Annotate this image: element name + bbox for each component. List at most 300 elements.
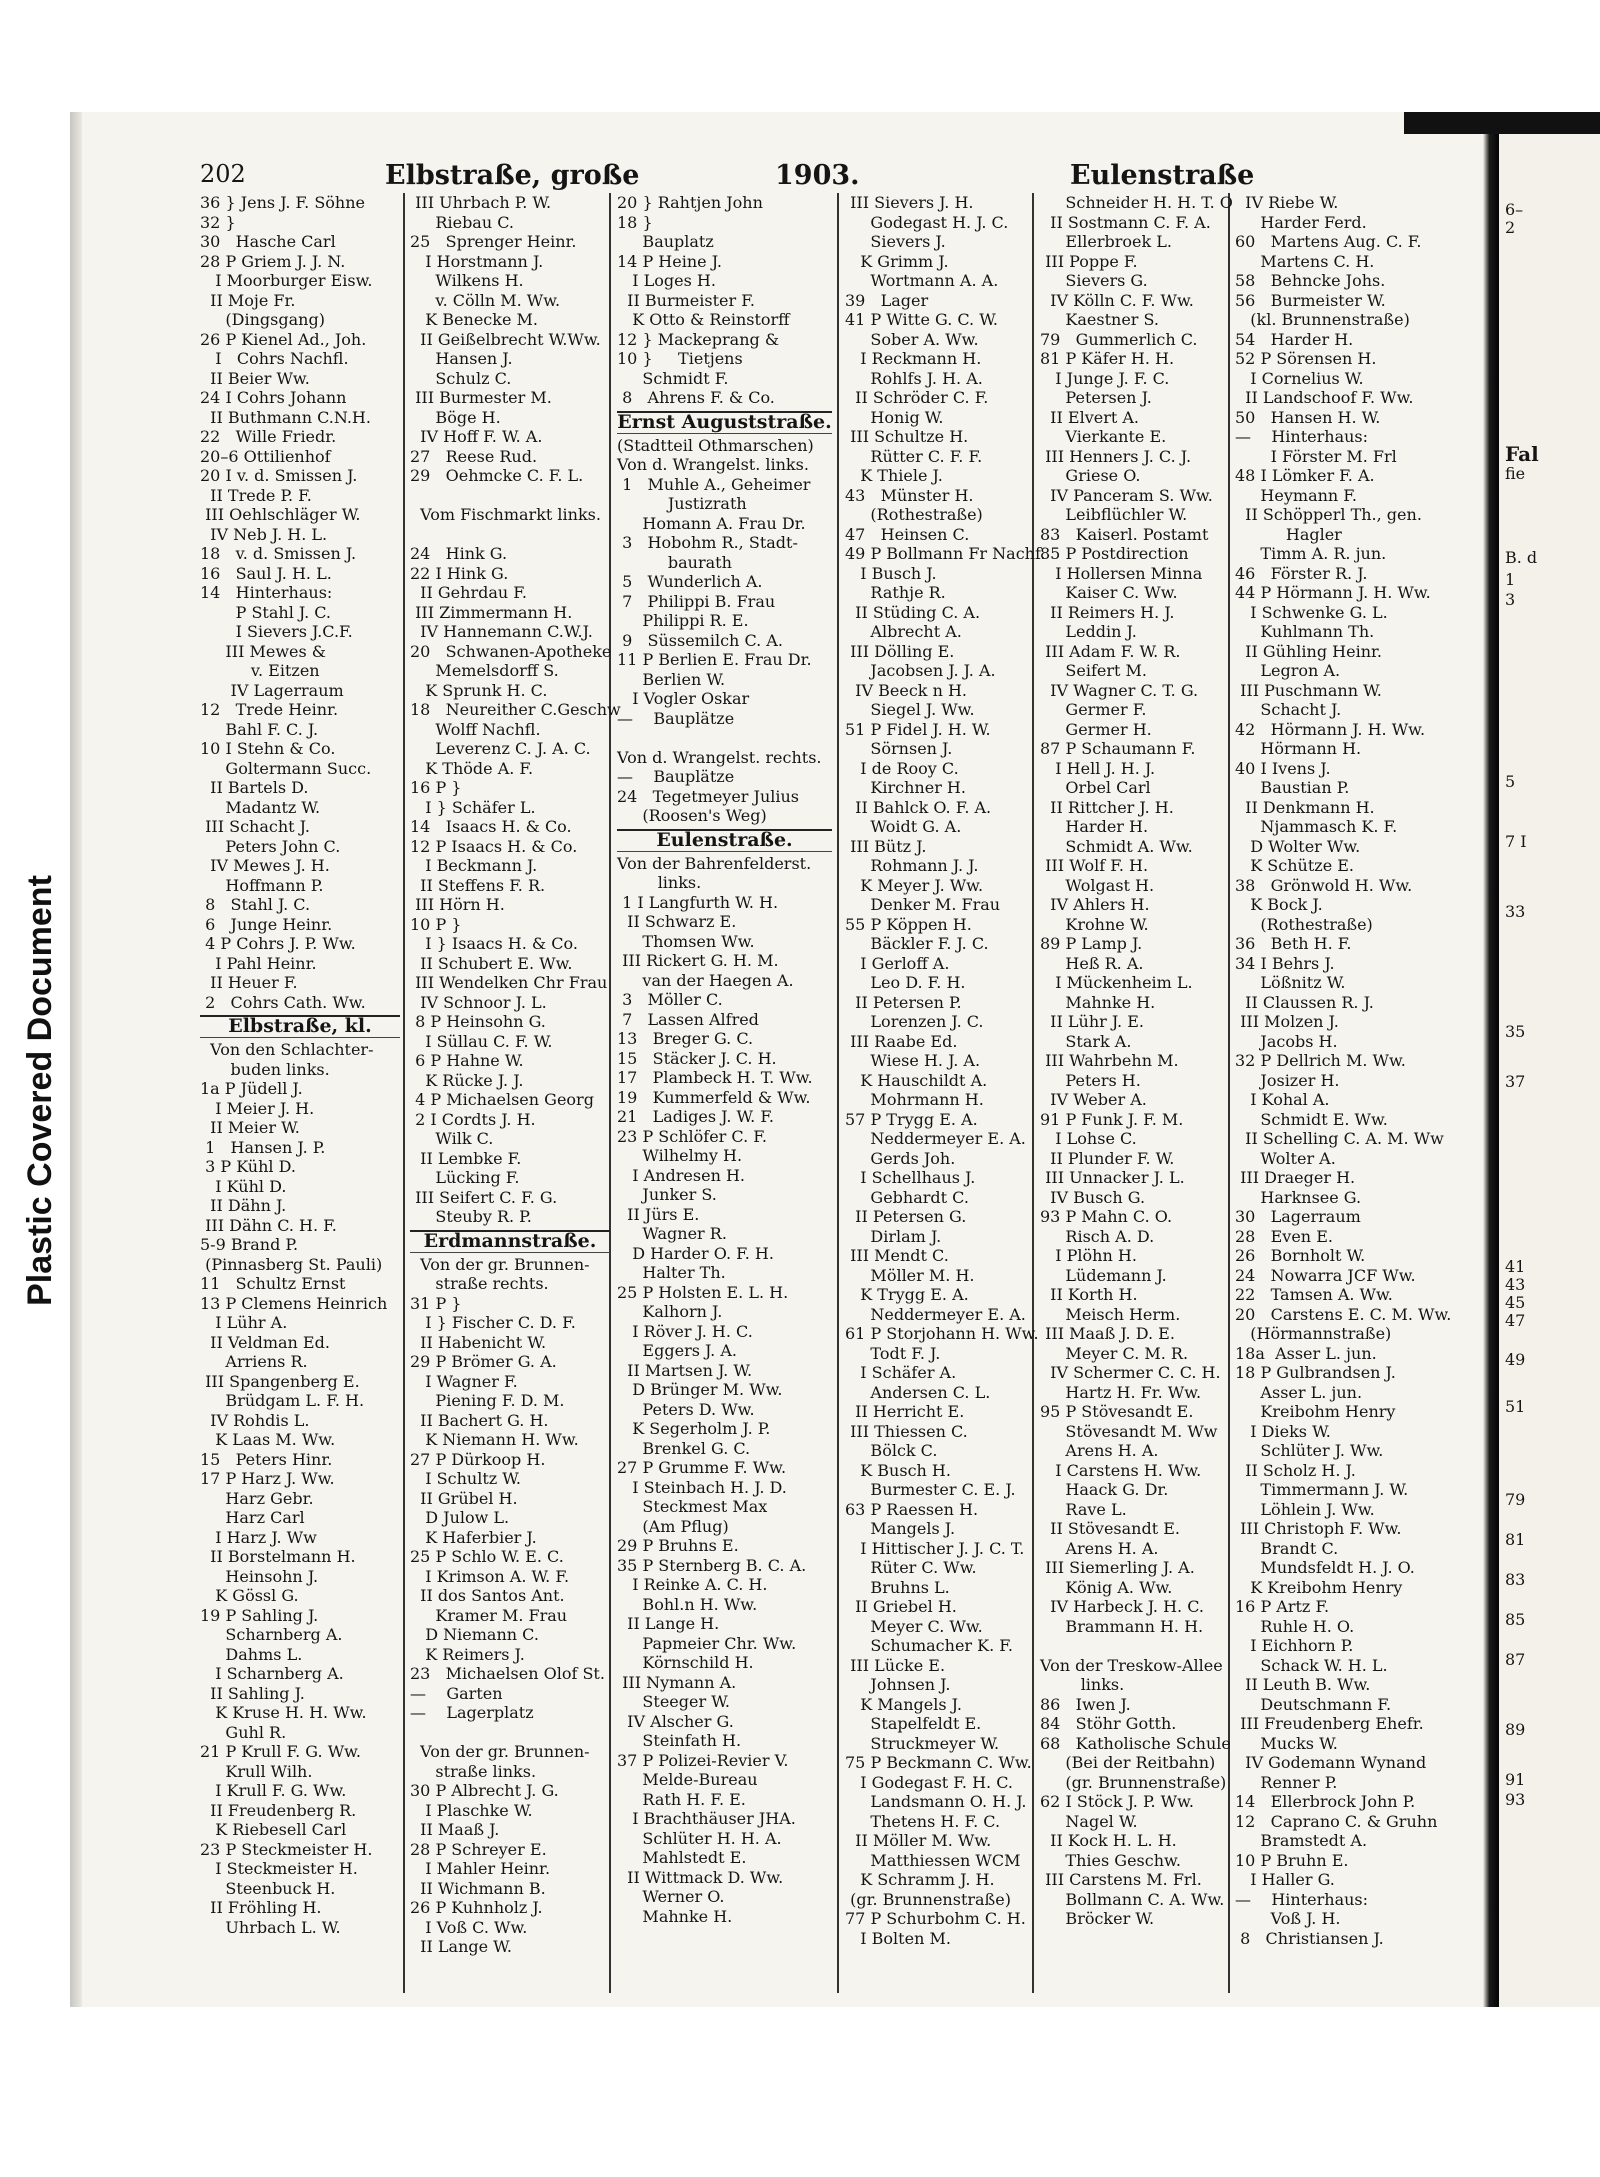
directory-entry: II Sostmann C. F. A. (1040, 212, 1211, 232)
directory-entry: II Lühr J. E. (1040, 1012, 1144, 1031)
directory-entry: I Reinke A. C. H. (617, 1575, 768, 1594)
directory-entry: Timmermann J. W. (1235, 1480, 1409, 1499)
directory-entry: — Hinterhaus: (1235, 427, 1369, 446)
directory-entry: III Unnacker J. L. (1040, 1168, 1185, 1187)
directory-entry: Wolgast H. (1040, 875, 1155, 895)
directory-entry: Ruhle H. O. (1235, 1616, 1355, 1636)
directory-entry: 38 Grönwold H. Ww. (1235, 875, 1413, 895)
directory-entry: II Kock H. L. H. (1040, 1831, 1177, 1850)
next-page-fragment: 6– (1505, 200, 1524, 219)
directory-entry: Thies Geschw. (1040, 1850, 1181, 1870)
directory-entry: Harz Carl (200, 1508, 305, 1527)
directory-entry: Piening F. D. M. (410, 1391, 565, 1410)
directory-entry: II Leuth B. Ww. (1235, 1675, 1371, 1694)
directory-entry: I Mückenheim L. (1040, 973, 1193, 992)
directory-entry: III Henners J. C. J. (1040, 446, 1192, 466)
directory-entry: II Martsen J. W. (617, 1360, 753, 1380)
directory-entry: 18a Asser L. jun. (1235, 1343, 1377, 1363)
directory-entry: Matthiessen WCM (845, 1850, 1021, 1870)
directory-entry: 13 Breger G. C. (617, 1029, 754, 1048)
directory-entry: Melde-Bureau (617, 1770, 758, 1789)
directory-entry: III Spangenberg E. (200, 1371, 360, 1391)
directory-entry: 27 P Grumme F. Ww. (617, 1458, 787, 1477)
directory-entry: Wilhelmy H. (617, 1146, 743, 1165)
directory-entry: 62 I Stöck J. P. Ww. (1040, 1792, 1194, 1811)
directory-entry: 20–6 Ottilienhof (200, 446, 331, 466)
directory-entry: (Bei der Reitbahn) (1040, 1753, 1216, 1772)
directory-entry: 15 Peters Hinr. (200, 1449, 333, 1469)
directory-entry: Leddin J. (1040, 622, 1137, 641)
directory-entry: (Pinnasberg St. Pauli) (200, 1254, 383, 1274)
directory-entry: IV Schnoor J. L. (410, 992, 547, 1012)
directory-entry: Germer F. (1040, 700, 1147, 719)
directory-entry: Schacht J. (1235, 700, 1342, 719)
directory-entry: Löhlein J. Ww. (1235, 1499, 1375, 1519)
directory-entry: Struckmeyer W. (845, 1733, 1000, 1753)
directory-entry: III Puschmann W. (1235, 680, 1382, 700)
directory-entry: I Röver J. H. C. (617, 1321, 753, 1341)
directory-entry: 22 Tamsen A. Ww. (1235, 1285, 1393, 1304)
directory-entry: III Bütz J. (845, 836, 927, 856)
directory-entry: Peters D. Ww. (617, 1399, 755, 1419)
directory-entry: I Süllau C. F. W. (410, 1031, 553, 1051)
directory-entry: 8 P Heinsohn G. (410, 1012, 546, 1031)
directory-entry: Sörnsen J. (845, 739, 953, 758)
directory-entry: II Grübel H. (410, 1488, 518, 1508)
directory-entry: 91 P Funk J. F. M. (1040, 1109, 1184, 1129)
directory-entry: III Schultze H. (845, 427, 969, 446)
directory-entry: Werner O. (617, 1887, 725, 1906)
directory-entry: II Lembke F. (410, 1148, 522, 1168)
directory-entry: 36 Beth H. F. (1235, 934, 1352, 953)
directory-entry: Lüdemann J. (1040, 1265, 1167, 1285)
directory-entry: Vom Fischmarkt links. (410, 505, 601, 524)
directory-entry: Schulz C. (410, 368, 512, 388)
directory-entry: K Bock J. (1235, 895, 1323, 914)
directory-entry: Bruhns L. (845, 1577, 950, 1597)
directory-entry: 43 Münster H. (845, 485, 974, 505)
directory-entry: Schlüter J. Ww. (1235, 1441, 1384, 1460)
directory-entry: Riebau C. (410, 212, 514, 232)
directory-entry: Harknsee G. (1235, 1187, 1362, 1207)
directory-entry: 3 Möller C. (617, 990, 723, 1009)
directory-entry: Martens C. H. (1235, 251, 1375, 271)
directory-entry: Peters John C. (200, 836, 341, 856)
directory-entry: I Plöhn H. (1040, 1246, 1137, 1265)
directory-entry: I Harz J. Ww (200, 1527, 317, 1547)
directory-entry: III Thiessen C. (845, 1421, 968, 1441)
directory-entry: Goltermann Succ. (200, 758, 372, 778)
directory-entry: Kreibohm Henry (1235, 1402, 1396, 1421)
directory-entry: Hoffmann P. (200, 875, 324, 895)
directory-entry: III Poppe F. (1040, 251, 1138, 271)
directory-entry: (Hörmannstraße) (1235, 1324, 1392, 1343)
next-page-fragment: 83 (1505, 1570, 1526, 1589)
next-page-fragment: 35 (1505, 1022, 1526, 1041)
directory-column (200, 193, 400, 1937)
directory-entry: 25 Sprenger Heinr. (410, 232, 577, 251)
directory-entry: Siegel J. Ww. (845, 700, 975, 719)
directory-entry: III Draeger H. (1235, 1168, 1356, 1187)
directory-entry: (kl. Brunnenstraße) (1235, 310, 1410, 329)
next-page-fragment: 43 (1505, 1275, 1526, 1294)
directory-entry: 34 I Behrs J. (1235, 953, 1335, 973)
directory-entry: straße rechts. (410, 1274, 549, 1293)
directory-entry: v. Cölln M. Ww. (410, 290, 561, 310)
next-page-fragment: 3 (1505, 590, 1516, 609)
directory-entry: D Harder O. F. H. (617, 1243, 774, 1263)
directory-entry: I Vogler Oskar (617, 689, 750, 708)
directory-entry: 46 Förster R. J. (1235, 563, 1368, 583)
directory-entry: 47 Heinsen C. (845, 524, 970, 544)
directory-entry: III Zimmermann H. (410, 602, 573, 622)
directory-entry: 28 P Griem J. J. N. (200, 251, 346, 271)
directory-entry: Madantz W. (200, 797, 321, 817)
directory-entry: Bahl F. C. J. (200, 719, 319, 739)
directory-entry: (Rothestraße) (1235, 914, 1373, 934)
directory-entry: Brüdgam L. F. H. (200, 1391, 365, 1410)
directory-entry: III Wolf F. H. (1040, 856, 1149, 875)
directory-entry: 89 P Lamp J. (1040, 934, 1143, 953)
directory-column (410, 193, 621, 1957)
directory-entry: Böge H. (410, 407, 501, 427)
directory-entry: Brammann H. H. (1040, 1616, 1204, 1636)
directory-entry: 39 Lager (845, 290, 929, 310)
directory-entry: 20 Schwanen-Apotheke (410, 641, 612, 661)
directory-entry: II Rittcher J. H. (1040, 797, 1174, 817)
directory-entry: 18 Neureither C.Geschw (410, 700, 621, 719)
directory-entry: I Steinbach H. J. D. (617, 1477, 787, 1497)
directory-entry: IV Kölln C. F. Ww. (1040, 290, 1194, 310)
directory-entry (410, 1723, 610, 1743)
directory-entry: Kaestner S. (1040, 310, 1160, 329)
directory-entry: Kirchner H. (845, 778, 966, 797)
directory-entry: v. Eitzen (200, 661, 320, 680)
directory-entry: Philippi R. E. (617, 611, 749, 630)
directory-entry: 20 Carstens E. C. M. Ww. (1235, 1304, 1452, 1324)
directory-entry: Brandt C. (1235, 1538, 1339, 1558)
directory-entry: 19 Kummerfeld & Ww. (617, 1087, 811, 1107)
directory-entry: straße links. (410, 1761, 537, 1781)
directory-entry: 8 Ahrens F. & Co. (617, 388, 775, 407)
directory-entry: 58 Behncke Johs. (1235, 271, 1386, 290)
directory-entry: Lorenzen J. C. (845, 1012, 984, 1031)
directory-entry: Baustian P. (1235, 778, 1350, 797)
directory-entry: Gerds Joh. (845, 1148, 956, 1168)
directory-entry: IV Neb J. H. L. (200, 524, 328, 544)
directory-entry: I Dieks W. (1235, 1421, 1331, 1441)
directory-entry: Wolff Nachfl. (410, 719, 541, 739)
directory-entry: IV Alscher G. (617, 1711, 734, 1731)
directory-entry: Meyer C. Ww. (845, 1616, 983, 1636)
directory-entry: Thomsen Ww. (617, 931, 755, 951)
directory-entry: II Landschoof F. Ww. (1235, 388, 1414, 407)
directory-entry: 56 Burmeister W. (1235, 290, 1386, 310)
directory-entry: IV Hannemann C.W.J. (410, 622, 593, 641)
directory-entry: II Meier W. (200, 1118, 300, 1137)
directory-entry: II Herricht E. (845, 1402, 965, 1421)
directory-entry: Wolter A. (1235, 1148, 1336, 1168)
directory-entry: 12 Caprano C. & Gruhn (1235, 1811, 1438, 1831)
next-page-fragment: 41 (1505, 1257, 1526, 1276)
directory-entry: II Petersen G. (845, 1207, 967, 1226)
directory-entry: 23 P Schlöfer C. F. (617, 1126, 767, 1146)
directory-entry: 77 P Schurbohm C. H. (845, 1909, 1026, 1928)
directory-entry: I } Isaacs H. & Co. (410, 934, 578, 953)
directory-entry: Steenbuck H. (200, 1878, 336, 1898)
directory-entry: II Stüding C. A. (845, 602, 981, 622)
directory-entry: II Fröhling H. (200, 1898, 322, 1917)
directory-entry: K Schramm J. H. (845, 1870, 995, 1889)
directory-entry: K Gössl G. (200, 1586, 299, 1605)
directory-entry: Meyer C. M. R. (1040, 1343, 1189, 1363)
directory-entry: II Schubert E. Ww. (410, 953, 573, 973)
directory-entry (410, 486, 610, 506)
directory-entry: 11 P Berlien E. Frau Dr. (617, 650, 812, 669)
directory-entry: 81 P Käfer H. H. (1040, 349, 1175, 368)
next-page-fragment: 85 (1505, 1610, 1526, 1629)
directory-entry: Stark A. (1040, 1031, 1132, 1051)
directory-entry: III Burmester M. (410, 388, 552, 407)
directory-entry: Homann A. Frau Dr. (617, 513, 806, 533)
directory-entry: 1a P Jüdell J. (200, 1079, 303, 1098)
directory-entry: 31 P } (410, 1293, 462, 1313)
directory-entry: I Cohrs Nachfl. (200, 349, 349, 368)
directory-entry: I Pahl Heinr. (200, 953, 317, 973)
directory-entry: Johnsen J. (845, 1675, 951, 1694)
directory-entry: I Reckmann H. (845, 349, 982, 368)
directory-entry: K Laas M. Ww. (200, 1430, 336, 1449)
next-page-fragment: 51 (1505, 1397, 1526, 1416)
directory-entry: Vierkante E. (1040, 427, 1167, 446)
directory-entry: (gr. Brunnenstraße) (1040, 1772, 1227, 1792)
directory-entry: Germer H. (1040, 719, 1152, 739)
directory-entry: II Wichmann B. (410, 1878, 546, 1898)
directory-entry: Wiese H. J. A. (845, 1051, 981, 1070)
directory-entry: buden links. (200, 1059, 330, 1079)
directory-entry: Harz Gebr. (200, 1488, 314, 1508)
directory-entry: Schmidt A. Ww. (1040, 836, 1193, 856)
directory-entry: Scharnberg A. (200, 1625, 343, 1644)
directory-entry: I Haller G. (1235, 1870, 1335, 1889)
directory-entry: Rathje R. (845, 583, 946, 602)
directory-entry: Harder Ferd. (1235, 212, 1367, 232)
directory-entry: Deutschmann F. (1235, 1694, 1392, 1714)
directory-entry: Bölck C. (845, 1441, 938, 1460)
directory-entry: Asser L. jun. (1235, 1382, 1363, 1402)
directory-entry: 41 P Witte G. C. W. (845, 310, 998, 329)
directory-entry: 6 Junge Heinr. (200, 914, 333, 934)
next-page-fragment: fie (1505, 464, 1526, 483)
directory-entry: Von d. Wrangelst. rechts. (617, 747, 822, 767)
directory-entry: 16 Saul J. H. L. (200, 563, 332, 583)
next-page-fragment: 1 (1505, 570, 1516, 589)
directory-entry: K Segerholm J. P. (617, 1419, 771, 1438)
directory-entry: D Brünger M. Ww. (617, 1380, 783, 1399)
street-section-heading: Ernst Auguststraße. (617, 410, 832, 433)
directory-entry: Woidt G. A. (845, 817, 962, 836)
directory-entry: Leo D. F. H. (845, 973, 966, 992)
directory-entry: 54 Harder H. (1235, 329, 1354, 349)
directory-entry: Harder H. (1040, 817, 1149, 836)
directory-entry: II Bartels D. (200, 778, 309, 797)
directory-entry: 30 Lagerraum (1235, 1207, 1361, 1226)
directory-entry: Wagner R. (617, 1224, 727, 1243)
directory-entry: 5 Wunderlich A. (617, 572, 763, 591)
directory-entry: 13 P Clemens Heinrich (200, 1293, 388, 1313)
directory-entry: 75 P Beckmann C. Ww. (845, 1753, 1032, 1772)
directory-entry: Petersen J. (1040, 388, 1152, 407)
directory-entry: 12 P Isaacs H. & Co. (410, 836, 578, 856)
directory-entry: Von der Treskow-Allee (1040, 1655, 1223, 1675)
directory-entry: II Veldman Ed. (200, 1332, 330, 1352)
directory-entry: I Godegast F. H. C. (845, 1772, 1013, 1792)
directory-entry: 30 Hasche Carl (200, 232, 336, 251)
directory-entry: I Sievers J.C.F. (200, 622, 353, 641)
directory-entry: 85 P Postdirection (1040, 544, 1189, 563)
directory-entry: IV Riebe W. (1235, 193, 1339, 212)
directory-entry: 32 } (200, 212, 236, 232)
directory-entry: III Wahrbehn M. (1040, 1051, 1179, 1070)
directory-entry: Stapelfeldt E. (845, 1714, 982, 1733)
directory-entry: Rüter C. Ww. (845, 1558, 977, 1577)
directory-entry: II Gühling Heinr. (1235, 641, 1382, 661)
directory-entry: Griese O. (1040, 466, 1141, 485)
directory-entry: Heinsohn J. (200, 1566, 319, 1586)
directory-entry: II Schwarz E. (617, 912, 737, 931)
directory-entry: Von der gr. Brunnen- (410, 1742, 590, 1761)
directory-entry: K Kruse H. H. Ww. (200, 1703, 367, 1722)
directory-entry: Leverenz C. J. A. C. (410, 739, 591, 758)
directory-entry: II Geißelbrecht W.Ww. (410, 329, 601, 349)
directory-entry: Meisch Herm. (1040, 1304, 1181, 1324)
directory-entry: Renner P. (1235, 1772, 1338, 1792)
directory-entry (617, 728, 832, 748)
directory-entry: III Christoph F. Ww. (1235, 1519, 1402, 1538)
directory-entry: III Nymann A. (617, 1672, 737, 1692)
directory-entry: Rath H. F. E. (617, 1789, 746, 1809)
directory-entry: II Lange H. (617, 1614, 720, 1633)
directory-entry: 36 } Jens J. F. Söhne (200, 193, 365, 212)
directory-entry: 30 P Albrecht J. G. (410, 1781, 559, 1800)
directory-entry: Schumacher K. F. (845, 1636, 1013, 1655)
directory-entry: I Kohal A. (1235, 1090, 1330, 1109)
directory-entry: 9 Süssemilch C. A. (617, 630, 783, 650)
directory-entry: K Haferbier J. (410, 1527, 537, 1547)
directory-entry: IV Godemann Wynand (1235, 1753, 1427, 1772)
directory-entry: III Adam F. W. R. (1040, 641, 1181, 661)
directory-entry: I Busch J. (845, 563, 937, 583)
directory-entry: III Sievers J. H. (845, 193, 974, 212)
directory-entry: I Voß C. Ww. (410, 1917, 528, 1937)
directory-entry: Njammasch K. F. (1235, 817, 1398, 836)
directory-entry: III Siemerling J. A. (1040, 1558, 1195, 1577)
directory-entry: 21 P Krull F. G. Ww. (200, 1742, 362, 1761)
directory-entry: Bröcker W. (1040, 1909, 1155, 1928)
directory-entry: II Plunder F. W. (1040, 1148, 1175, 1168)
directory-entry: I Beckmann J. (410, 856, 538, 875)
directory-entry: Memelsdorff S. (410, 661, 559, 680)
directory-entry: II Schröder C. F. (845, 388, 989, 407)
directory-entry: Voß J. H. (1235, 1909, 1341, 1928)
directory-entry: II Steffens F. R. (410, 875, 546, 895)
directory-entry: 2 Cohrs Cath. Ww. (200, 992, 366, 1012)
directory-entry: Bauplatz (617, 232, 714, 251)
directory-entry: 35 P Sternberg B. C. A. (617, 1555, 807, 1575)
directory-entry: Rave L. (1040, 1499, 1127, 1519)
directory-entry: I Schwenke G. L. (1235, 602, 1388, 622)
directory-entry: Honig W. (845, 407, 944, 427)
directory-entry: 84 Stöhr Gotth. (1040, 1714, 1177, 1733)
directory-entry: I Steckmeister H. (200, 1859, 358, 1878)
directory-entry: IV Rohdis L. (200, 1410, 310, 1430)
directory-entry: II Bahlck O. F. A. (845, 797, 992, 817)
directory-entry: 87 P Schaumann F. (1040, 739, 1196, 758)
directory-entry: — Lagerplatz (410, 1703, 534, 1722)
directory-entry: 1 Muhle A., Geheimer (617, 474, 811, 494)
directory-entry: 14 Hinterhaus: (200, 583, 333, 602)
directory-entry: I Schellhaus J. (845, 1168, 976, 1187)
directory-entry: Landsmann O. H. J. (845, 1792, 1027, 1811)
directory-entry: I Meier J. H. (200, 1098, 315, 1118)
directory-entry: II Korth H. (1040, 1285, 1138, 1304)
directory-entry: I Schäfer A. (845, 1363, 957, 1382)
directory-entry: K Rücke J. J. (410, 1070, 524, 1090)
directory-entry: 24 Hink G. (410, 544, 508, 563)
directory-entry: 14 Isaacs H. & Co. (410, 817, 572, 836)
directory-entry: I Moorburger Eisw. (200, 271, 373, 290)
directory-entry: I Scharnberg A. (200, 1664, 344, 1683)
directory-entry: K Niemann H. Ww. (410, 1430, 579, 1449)
directory-entry: Jacobs H. (1235, 1031, 1338, 1051)
directory-entry: Arens H. A. (1040, 1538, 1159, 1558)
directory-entry: Dahms L. (200, 1644, 303, 1664)
directory-entry: Bramstedt A. (1235, 1831, 1368, 1850)
directory-entry: 42 Hörmann J. H. Ww. (1235, 719, 1426, 739)
next-page-fragment: 33 (1505, 902, 1526, 921)
directory-entry: 3 P Kühl D. (200, 1157, 296, 1176)
street-section-heading: Eulenstraße. (617, 829, 832, 852)
directory-entry: 18 v. d. Smissen J. (200, 544, 357, 563)
directory-entry: Thetens H. F. C. (845, 1811, 1001, 1831)
directory-entry: Berlien W. (617, 669, 726, 689)
directory-entry: I Wagner F. (410, 1371, 518, 1391)
directory-entry: I Hittischer J. J. C. T. (845, 1538, 1025, 1558)
directory-entry: 27 P Dürkoop H. (410, 1449, 546, 1469)
next-page-fragment: 49 (1505, 1350, 1526, 1369)
directory-entry: 1 I Langfurth W. H. (617, 892, 779, 912)
directory-entry: II dos Santos Ant. (410, 1586, 565, 1605)
directory-entry: I Krull F. G. Ww. (200, 1781, 347, 1800)
street-section-heading: Elbstraße, kl. (200, 1015, 400, 1038)
next-page-fragment: Fal (1505, 442, 1539, 466)
directory-entry: Risch A. D. (1040, 1226, 1155, 1246)
directory-entry: Hartz H. Fr. Ww. (1040, 1382, 1202, 1402)
directory-entry: Neddermeyer E. A. (845, 1304, 1026, 1324)
directory-entry: III Dölling E. (845, 641, 955, 661)
directory-entry: — Bauplätze (617, 708, 735, 728)
directory-entry: Gebhardt C. (845, 1187, 969, 1207)
directory-entry: baurath (617, 552, 732, 572)
directory-entry: 52 P Sörensen H. (1235, 349, 1377, 368)
directory-entry: 10 } Tietjens (617, 349, 743, 368)
directory-entry: II Möller M. Ww. (845, 1831, 992, 1850)
directory-entry: IV Ahlers H. (1040, 895, 1150, 914)
directory-entry: 26 P Kuhnholz J. (410, 1898, 543, 1917)
directory-entry: Von d. Wrangelst. links. (617, 455, 809, 474)
directory-entry: IV Panceram S. Ww. (1040, 485, 1213, 505)
directory-entry: Steckmest Max (617, 1497, 768, 1516)
